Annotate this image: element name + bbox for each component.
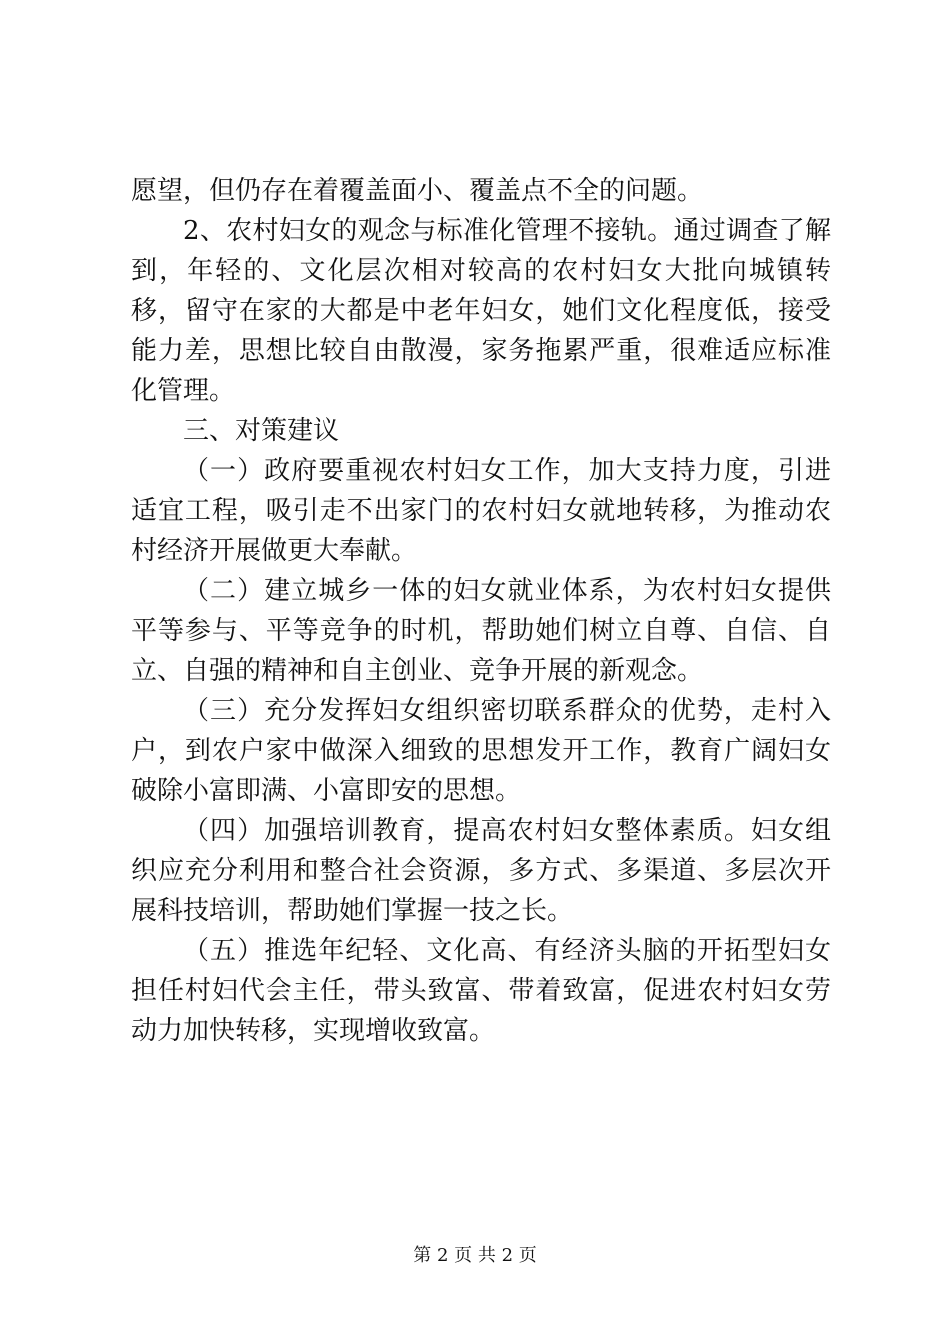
paragraph-suggestion-5: （五）推选年纪轻、文化高、有经济头脑的开拓型妇女担任村妇代会主任，带头致富、带着致富，促进农村妇女劳动力加快转移，实现增收致富。: [131, 936, 831, 1046]
paragraph-suggestion-2: （二）建立城乡一体的妇女就业体系，为农村妇女提供平等参与、平等竞争的时机，帮助她们树立自尊、自信、自立、自强的精神和自主创业、竞争开展的新观念。: [131, 576, 831, 686]
paragraph-suggestion-3: （三）充分发挥妇女组织密切联系群众的优势，走村入户，到农户家中做深入细致的思想发开工作，教育广阔妇女破除小富即满、小富即安的思想。: [131, 696, 831, 806]
paragraph-suggestion-1: （一）政府要重视农村妇女工作，加大支持力度，引进适宜工程，吸引走不出家门的农村妇女就地转移，为推动农村经济开展做更大奉献。: [131, 456, 831, 566]
section-heading: 三、对策建议: [183, 416, 340, 446]
paragraph-point-2: 2、农村妇女的观念与标准化管理不接轨。通过调查了解到，年轻的、文化层次相对较高的农村妇女大批向城镇转移，留守在家的大都是中老年妇女，她们文化程度低，接受能力差，思想比较自由散漫，家务拖累严重，很难适应标准化管理。: [131, 216, 831, 406]
paragraph-suggestion-4: （四）加强培训教育，提高农村妇女整体素质。妇女组织应充分利用和整合社会资源，多方式、多渠道、多层次开展科技培训，帮助她们掌握一技之长。: [131, 816, 831, 926]
document-body: [131, 171, 831, 1051]
paragraph-continuation: 愿望，但仍存在着覆盖面小、覆盖点不全的问题。: [131, 176, 704, 206]
page-footer: 第 2 页 共 2 页: [413, 1245, 537, 1266]
